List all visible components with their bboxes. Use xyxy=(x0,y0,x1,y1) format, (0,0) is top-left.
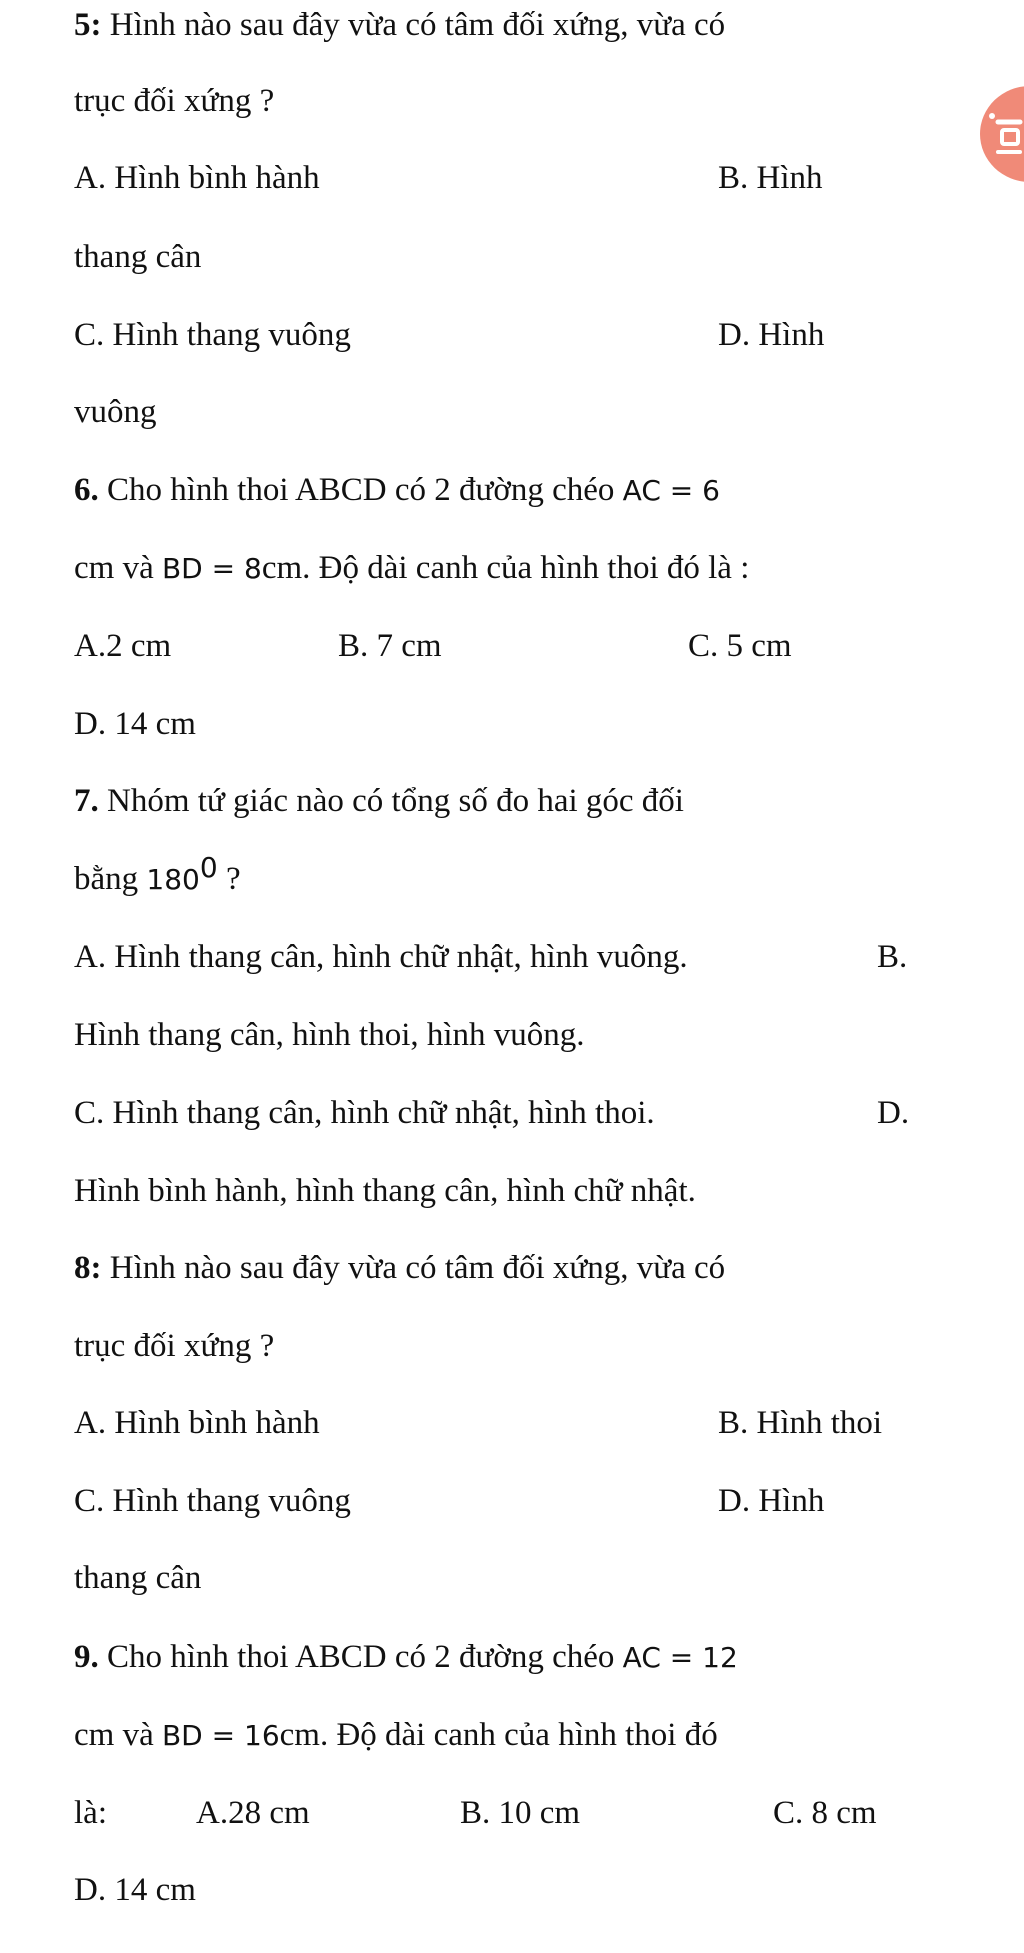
q9-stem-text: Cho hình thoi ABCD có 2 đường chéo xyxy=(98,1639,623,1675)
q5-number: 5: xyxy=(74,7,102,43)
q9-option-b: B. 10 cm xyxy=(460,1795,581,1831)
q9-stem-line2-start: cm và xyxy=(74,1717,162,1753)
q7-stem-line2-end: ? xyxy=(217,861,241,897)
q5-option-d-cont: vuông xyxy=(74,394,157,430)
q7-stem-text: Nhóm tứ giác nào có tổng số đo hai góc đối xyxy=(98,783,684,819)
q5-stem-line1 xyxy=(74,5,725,45)
q5-option-d: D. Hình xyxy=(718,317,825,353)
q8-option-a: A. Hình bình hành xyxy=(74,1405,320,1441)
q8-number: 8: xyxy=(74,1250,102,1286)
q6-option-d: D. 14 cm xyxy=(74,706,196,742)
q9-bd-formula: BD = 16 xyxy=(161,1719,280,1752)
q6-stem-line1 xyxy=(74,470,720,511)
q9-stem-line1 xyxy=(74,1637,738,1678)
q6-stem-line2-end: cm. Độ dài canh của hình thoi đó là : xyxy=(261,550,750,586)
q7-option-b-cont: Hình thang cân, hình thoi, hình vuông. xyxy=(74,1017,585,1053)
q7-angle-superscript: 0 xyxy=(199,851,218,884)
q8-option-d: D. Hình xyxy=(718,1483,825,1519)
q7-option-d-cont: Hình bình hành, hình thang cân, hình chữ nhật. xyxy=(74,1173,696,1209)
q7-stem-line1 xyxy=(74,781,684,821)
q5-stem-text: Hình nào sau đây vừa có tâm đối xứng, vừa có xyxy=(101,7,726,43)
q7-option-c: C. Hình thang cân, hình chữ nhật, hình thoi. xyxy=(74,1095,655,1131)
q7-stem-line2-start: bằng xyxy=(74,861,147,897)
q6-bd-formula: BD = 8 xyxy=(161,552,262,585)
q5-option-b: B. Hình xyxy=(718,160,823,196)
q8-option-d-cont: thang cân xyxy=(74,1560,202,1596)
q9-option-d: D. 14 cm xyxy=(74,1872,196,1908)
q7-option-a: A. Hình thang cân, hình chữ nhật, hình vuông. xyxy=(74,939,688,975)
q6-stem-line2 xyxy=(74,548,749,589)
q6-option-a: A.2 cm xyxy=(74,628,172,664)
q6-number: 6. xyxy=(74,472,99,508)
q8-stem-line1 xyxy=(74,1248,725,1288)
q6-stem-line2-start: cm và xyxy=(74,550,162,586)
q6-option-b: B. 7 cm xyxy=(338,628,442,664)
q9-stem-line3: là: xyxy=(74,1795,107,1831)
q7-option-d: D. xyxy=(877,1095,910,1131)
q9-ac-formula: AC = 12 xyxy=(622,1641,738,1674)
q8-stem-line2: trục đối xứng ? xyxy=(74,1328,275,1364)
q8-option-b: B. Hình thoi xyxy=(718,1405,883,1441)
q6-ac-formula: AC = 6 xyxy=(622,474,720,507)
q6-stem-text: Cho hình thoi ABCD có 2 đường chéo xyxy=(98,472,623,508)
q9-stem-line2-end: cm. Độ dài canh của hình thoi đó xyxy=(279,1717,718,1753)
q7-stem-line2 xyxy=(74,851,241,900)
q5-option-b-cont: thang cân xyxy=(74,239,202,275)
q9-option-c: C. 8 cm xyxy=(773,1795,877,1831)
q9-stem-line2 xyxy=(74,1715,718,1756)
q7-number: 7. xyxy=(74,783,99,819)
q7-angle-value: 180 xyxy=(146,863,200,896)
edit-icon xyxy=(980,86,1024,182)
q8-stem-text: Hình nào sau đây vừa có tâm đối xứng, vừa có xyxy=(101,1250,726,1286)
q9-number: 9. xyxy=(74,1639,99,1675)
q9-option-a: A.28 cm xyxy=(196,1795,310,1831)
q5-option-a: A. Hình bình hành xyxy=(74,160,320,196)
q7-option-b: B. xyxy=(877,939,908,975)
q5-stem-line2: trục đối xứng ? xyxy=(74,83,275,119)
q6-option-c: C. 5 cm xyxy=(688,628,792,664)
q8-option-c: C. Hình thang vuông xyxy=(74,1483,351,1519)
floating-edit-button[interactable] xyxy=(980,86,1024,182)
q5-option-c: C. Hình thang vuông xyxy=(74,317,351,353)
